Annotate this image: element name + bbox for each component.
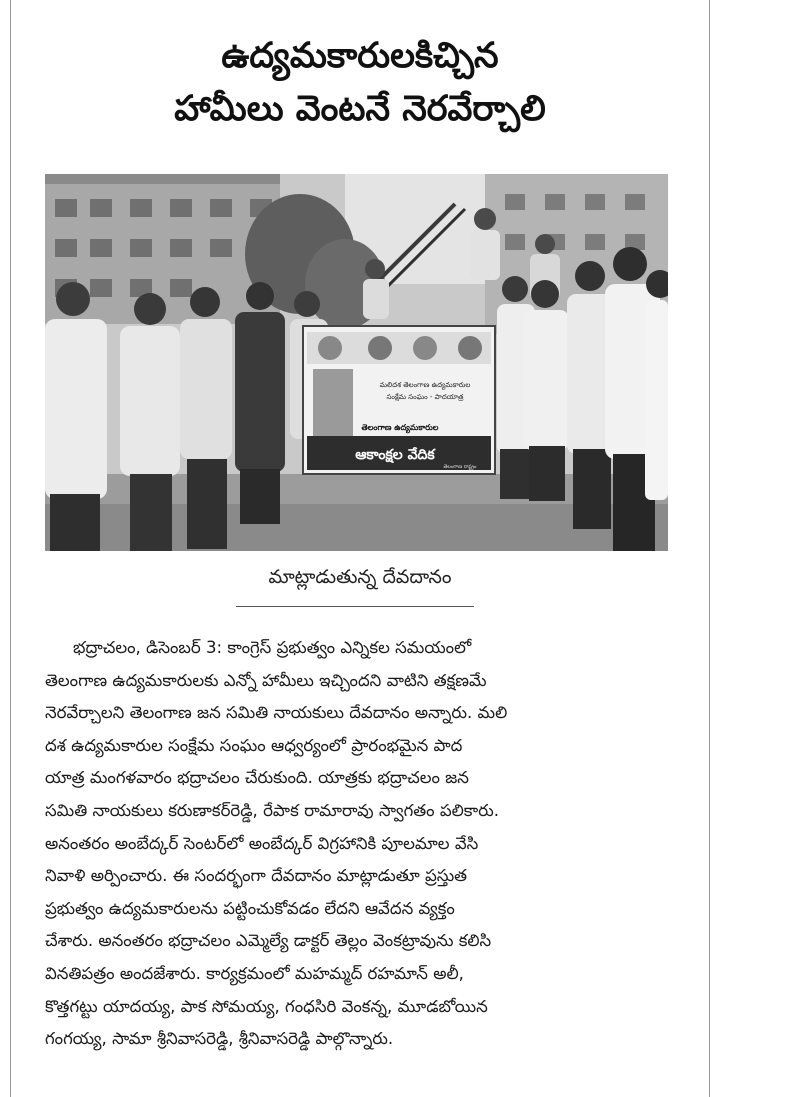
- headline-line-2: హామీలు వెంటనే నెరవేర్చాలి: [174, 89, 546, 129]
- body-line: నెరవేర్చాలని తెలంగాణ జన సమితి నాయకులు దేవదానం అన్నారు. మలి: [45, 703, 508, 723]
- banner-text-5: తెలంగాణ రాష్ట్రం: [443, 464, 477, 470]
- caption-divider: [236, 606, 474, 607]
- body-line: వినతిపత్రం అందజేశారు. కార్యక్రమంలో మహమ్మద్ రహమాన్ అలీ,: [45, 963, 464, 983]
- headline-line-1: ఉద్యమకారులకిచ్చిన: [221, 36, 499, 76]
- body-line: సమితి నాయకులు కరుణాకర్‌రెడ్డి, రేపాక రామారావు స్వాగతం పలికారు.: [45, 800, 500, 820]
- body-line: తెలంగాణ ఉద్యమకారులకు ఎన్నో హామీలు ఇచ్చిందని వాటిని తక్షణమే: [45, 670, 487, 690]
- banner-text-3: తెలంగాణ ఉద్యమకారుల: [361, 423, 439, 432]
- body-line: చేశారు. అనంతరం భద్రాచలం ఎమ్మెల్యే డాక్టర్ తెల్లం వెంకట్రావును కలిసి: [45, 931, 492, 951]
- banner-text-1: మలిదశ తెలంగాణ ఉద్యమకారుల: [379, 381, 471, 389]
- headline: [11, 30, 709, 136]
- news-photo: [45, 174, 668, 551]
- banner-text-4: ఆకాంక్షల వేదిక: [355, 447, 435, 463]
- photo-caption: మాట్లాడుతున్న దేవదానం: [268, 566, 452, 588]
- banner-text-2: సంక్షేమ సంఘం - పాదయాత్ర: [386, 393, 464, 401]
- body-line: దశ ఉద్యమకారుల సంక్షేమ సంఘం ఆధ్వర్యంలో ప్రారంభమైన పాద: [45, 735, 463, 755]
- body-line: ప్రభుత్వం ఉద్యమకారులను పట్టించుకోవడం లేదని ఆవేదన వ్యక్తం: [45, 898, 455, 918]
- body-line: యాత్ర మంగళవారం భద్రాచలం చేరుకుంది. యాత్రకు భద్రాచలం జన: [45, 768, 469, 788]
- article-body: [45, 632, 669, 1056]
- body-line: నివాళి అర్పించారు. ఈ సందర్భంగా దేవదానం మాట్లాడుతూ ప్రస్తుత: [45, 866, 468, 886]
- newspaper-clipping: [10, 0, 710, 1097]
- banner-graphic: [303, 326, 495, 474]
- body-line: అనంతరం అంబేద్కర్ సెంటర్‌లో అంబేద్కర్ విగ్రహానికి పూలమాల వేసి: [45, 833, 479, 853]
- body-line: భద్రాచలం, డిసెంబర్ 3: కాంగ్రెస్ ప్రభుత్వం ఎన్నికల సమయంలో: [73, 638, 472, 657]
- body-line: గంగయ్య, సామా శ్రీనివాసరెడ్డి, శ్రీనివాసరెడ్డి పాల్గొన్నారు.: [45, 1029, 394, 1049]
- body-line: కొత్తగట్టు యాదయ్య, పాక సోమయ్య, గంధసిరి వెంకన్న, మూడబోయిన: [45, 996, 488, 1016]
